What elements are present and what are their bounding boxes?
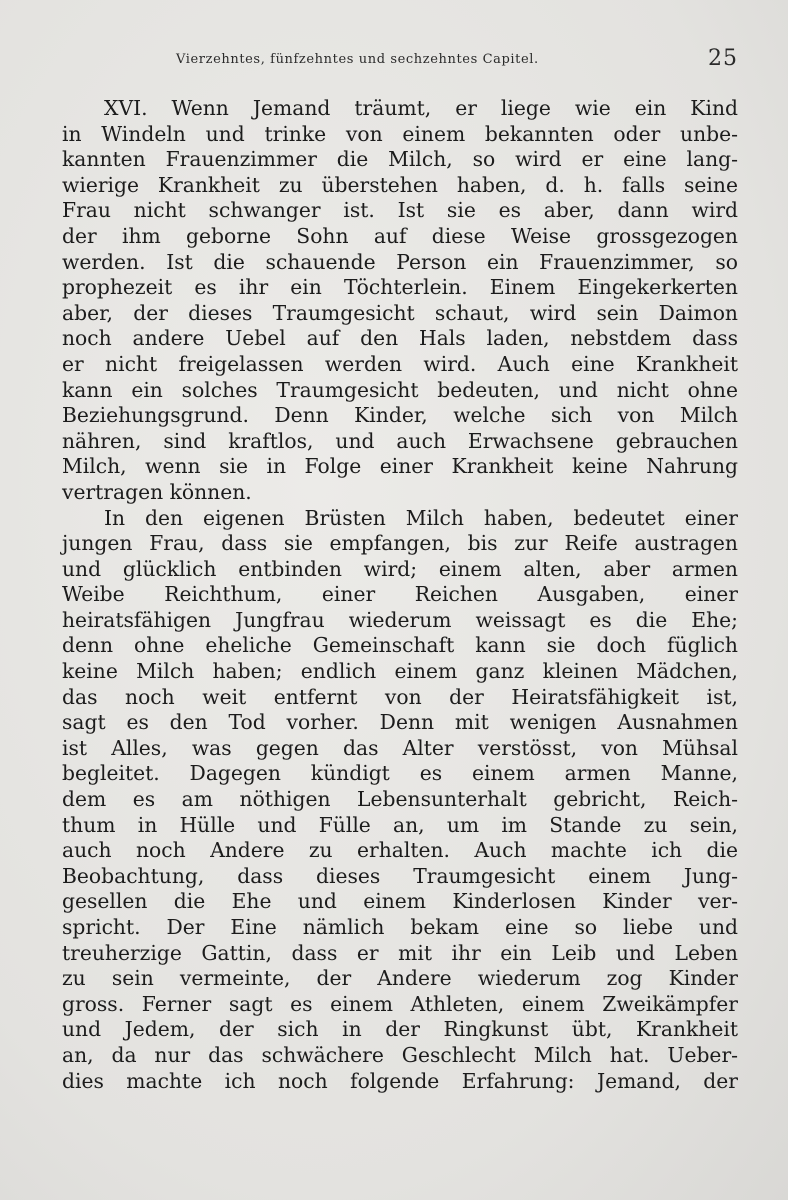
text-line: sagt es den Tod vorher. Denn mit wenigen Ausnahmen bbox=[62, 710, 738, 735]
text-line: dem es am nöthigen Lebensunterhalt gebricht, Reich- bbox=[62, 787, 738, 812]
paragraph-milk-in-breasts bbox=[62, 506, 738, 1095]
text-line: gross. Ferner sagt es einem Athleten, einem Zweikämpfer bbox=[62, 991, 738, 1016]
text-line: Beobachtung, dass dieses Traumgesicht einem Jung- bbox=[62, 863, 738, 888]
text-line: denn ohne eheliche Gemeinschaft kann sie doch füglich bbox=[62, 633, 738, 658]
text-line: aber, der dieses Traumgesicht schaut, wird sein Daimon bbox=[62, 300, 738, 325]
text-line: noch andere Uebel auf den Hals laden, nebstdem dass bbox=[62, 326, 738, 351]
text-line: heiratsfähigen Jungfrau wiederum weissagt es die Ehe; bbox=[62, 607, 738, 632]
text-line: begleitet. Dagegen kündigt es einem armen Manne, bbox=[62, 761, 738, 786]
page-header bbox=[62, 46, 738, 72]
text-line: Beziehungsgrund. Denn Kinder, welche sich von Milch bbox=[62, 403, 738, 428]
text-line: XVI. Wenn Jemand träumt, er liege wie ein Kind bbox=[104, 96, 738, 120]
text-line: und Jedem, der sich in der Ringkunst übt, Krankheit bbox=[62, 1017, 738, 1042]
text-line: zu sein vermeinte, der Andere wiederum zog Kinder bbox=[62, 966, 738, 991]
text-line: das noch weit entfernt von der Heiratsfähigkeit ist, bbox=[62, 684, 738, 709]
paragraph-xvi bbox=[62, 96, 738, 506]
page-number: 25 bbox=[708, 46, 738, 71]
text-line: werden. Ist die schauende Person ein Frauenzimmer, so bbox=[62, 249, 738, 274]
text-line: keine Milch haben; endlich einem ganz kleinen Mädchen, bbox=[62, 659, 738, 684]
text-line: kann ein solches Traumgesicht bedeuten, und nicht ohne bbox=[62, 377, 738, 402]
text-line: der ihm geborne Sohn auf diese Weise grossgezogen bbox=[62, 223, 738, 248]
text-line: auch noch Andere zu erhalten. Auch machte ich die bbox=[62, 838, 738, 863]
text-line: gesellen die Ehe und einem Kinderlosen Kinder ver- bbox=[62, 889, 738, 914]
text-line: Weibe Reichthum, einer Reichen Ausgaben, einer bbox=[62, 582, 738, 607]
text-line: ist Alles, was gegen das Alter verstösst, von Mühsal bbox=[62, 735, 738, 760]
text-line: nähren, sind kraftlos, und auch Erwachsene gebrauchen bbox=[62, 428, 738, 453]
text-line: vertragen können. bbox=[62, 479, 252, 504]
text-line: wierige Krankheit zu überstehen haben, d. h. falls seine bbox=[62, 172, 738, 197]
text-line: er nicht freigelassen werden wird. Auch eine Krankheit bbox=[62, 351, 738, 376]
text-line: kannten Frauenzimmer die Milch, so wird er eine lang- bbox=[62, 147, 738, 172]
body-text bbox=[62, 96, 738, 1094]
text-line: an, da nur das schwächere Geschlecht Milch hat. Ueber- bbox=[62, 1042, 738, 1067]
text-line: In den eigenen Brüsten Milch haben, bedeutet einer bbox=[104, 505, 738, 530]
text-line: in Windeln und trinke von einem bekannten oder unbe- bbox=[62, 121, 738, 146]
text-line: jungen Frau, dass sie empfangen, bis zur Reife austragen bbox=[62, 531, 738, 556]
text-line: Frau nicht schwanger ist. Ist sie es aber, dann wird bbox=[62, 198, 738, 223]
text-line: prophezeit es ihr ein Töchterlein. Einem Eingekerkerten bbox=[62, 275, 738, 300]
text-line: thum in Hülle und Fülle an, um im Stande zu sein, bbox=[62, 812, 738, 837]
text-line: spricht. Der Eine nämlich bekam eine so liebe und bbox=[62, 915, 738, 939]
text-line: dies machte ich noch folgende Erfahrung: Jemand, der bbox=[62, 1068, 738, 1093]
text-line: Milch, wenn sie in Folge einer Krankheit keine Nahrung bbox=[62, 454, 738, 479]
running-title: Vierzehntes, fünfzehntes und sechzehntes Capitel. bbox=[176, 52, 539, 67]
text-line: und glücklich entbinden wird; einem alten, aber armen bbox=[62, 556, 738, 581]
text-line: treuherzige Gattin, dass er mit ihr ein Leib und Leben bbox=[62, 940, 738, 965]
